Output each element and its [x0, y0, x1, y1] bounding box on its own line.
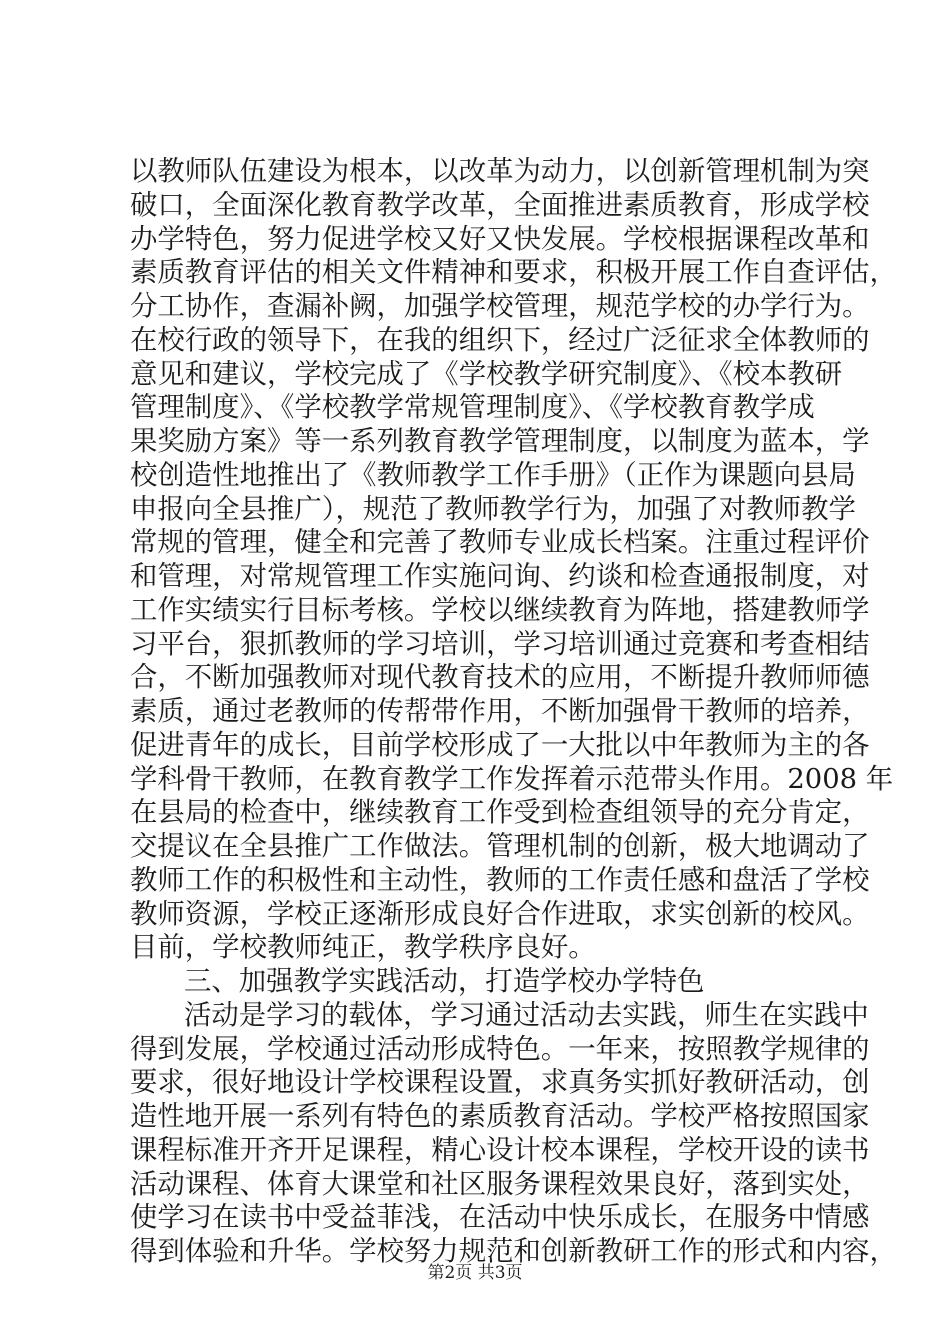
- text-line: 校创造性地推出了《教师教学工作手册》（正作为课题向县局: [130, 459, 856, 491]
- text-line: 课程标准开齐开足课程，精心设计校本课程，学校开设的读书: [130, 1134, 870, 1166]
- text-line: 习平台，狠抓教师的学习培训，学习培训通过竞赛和考查相结: [130, 628, 870, 660]
- text-line: 要求，很好地设计学校课程设置，求真务实抓好教研活动，创: [130, 1067, 870, 1099]
- section-heading: 三、加强教学实践活动，打造学校办学特色: [184, 966, 705, 997]
- text-line: 申报向全县推广），规范了教师教学行为，加强了对教师教学: [130, 493, 856, 525]
- page-indicator: 第2页 共3页: [427, 1263, 523, 1283]
- text-line: 促进青年的成长，目前学校形成了一大批以中年教师为主的各: [130, 729, 870, 761]
- text-line: 合，不断加强教师对现代教育技术的应用，不断提升教师师德: [130, 662, 870, 694]
- page-footer: [0, 1262, 950, 1284]
- text-line: 在校行政的领导下，在我的组织下，经过广泛征求全体教师的: [130, 324, 870, 356]
- text-line: 和管理，对常规管理工作实施问询、约谈和检查通报制度，对: [130, 561, 870, 592]
- paragraph-section-three: [130, 999, 897, 1269]
- text-line: 活动课程、体育大课堂和社区服务课程效果良好，落到实处，: [130, 1168, 870, 1200]
- text-line: 常规的管理，健全和完善了教师专业成长档案。注重过程评价: [130, 527, 870, 559]
- text-line: 分工协作，查漏补阙，加强学校管理，规范学校的办学行为。: [130, 291, 870, 322]
- text-line: 得到体验和升华。学校努力规范和创新教研工作的形式和内容，: [130, 1236, 897, 1267]
- text-line: 素质教育评估的相关文件精神和要求，积极开展工作自查评估，: [130, 257, 897, 289]
- text-line: 工作实绩实行目标考核。学校以继续教育为阵地，搭建教师学: [130, 594, 870, 626]
- text-line: 使学习在读书中受益菲浅，在活动中快乐成长，在服务中情感: [130, 1202, 870, 1234]
- paragraph-continued: [130, 155, 897, 965]
- text-line: 目前，学校教师纯正，教学秩序良好。: [130, 932, 596, 964]
- text-line: 教师工作的积极性和主动性，教师的工作责任感和盘活了学校: [130, 864, 870, 896]
- text-line: 在县局的检查中，继续教育工作受到检查组领导的充分肯定，: [130, 797, 870, 829]
- document-body: [130, 155, 897, 1269]
- text-line: 学科骨干教师，在教育教学工作发挥着示范带头作用。2008 年: [130, 763, 894, 795]
- text-line: 破口，全面深化教育教学改革，全面推进素质教育，形成学校: [130, 189, 870, 221]
- text-line: 意见和建议，学校完成了《学校教学研究制度》、《校本教研: [130, 358, 843, 390]
- text-line: 素质，通过老教师的传帮带作用，不断加强骨干教师的培养，: [130, 696, 870, 727]
- text-line: 果奖励方案》等一系列教育教学管理制度，以制度为蓝本，学: [130, 426, 870, 457]
- text-line: 以教师队伍建设为根本，以改革为动力，以创新管理机制为突: [130, 156, 870, 187]
- text-line: 教师资源，学校正逐渐形成良好合作进取，求实创新的校风。: [130, 898, 870, 930]
- text-line: 交提议在全县推广工作做法。管理机制的创新，极大地调动了: [130, 831, 870, 862]
- text-line: 造性地开展一系列有特色的素质教育活动。学校严格按照国家: [130, 1101, 870, 1132]
- text-line: 活动是学习的载体，学习通过活动去实践，师生在实践中: [184, 999, 869, 1031]
- text-line: 办学特色，努力促进学校又好又快发展。学校根据课程改革和: [130, 223, 870, 255]
- text-line: 管理制度》、《学校教学常规管理制度》、《学校教育教学成: [130, 392, 815, 424]
- text-line: 得到发展，学校通过活动形成特色。一年来，按照教学规律的: [130, 1033, 870, 1065]
